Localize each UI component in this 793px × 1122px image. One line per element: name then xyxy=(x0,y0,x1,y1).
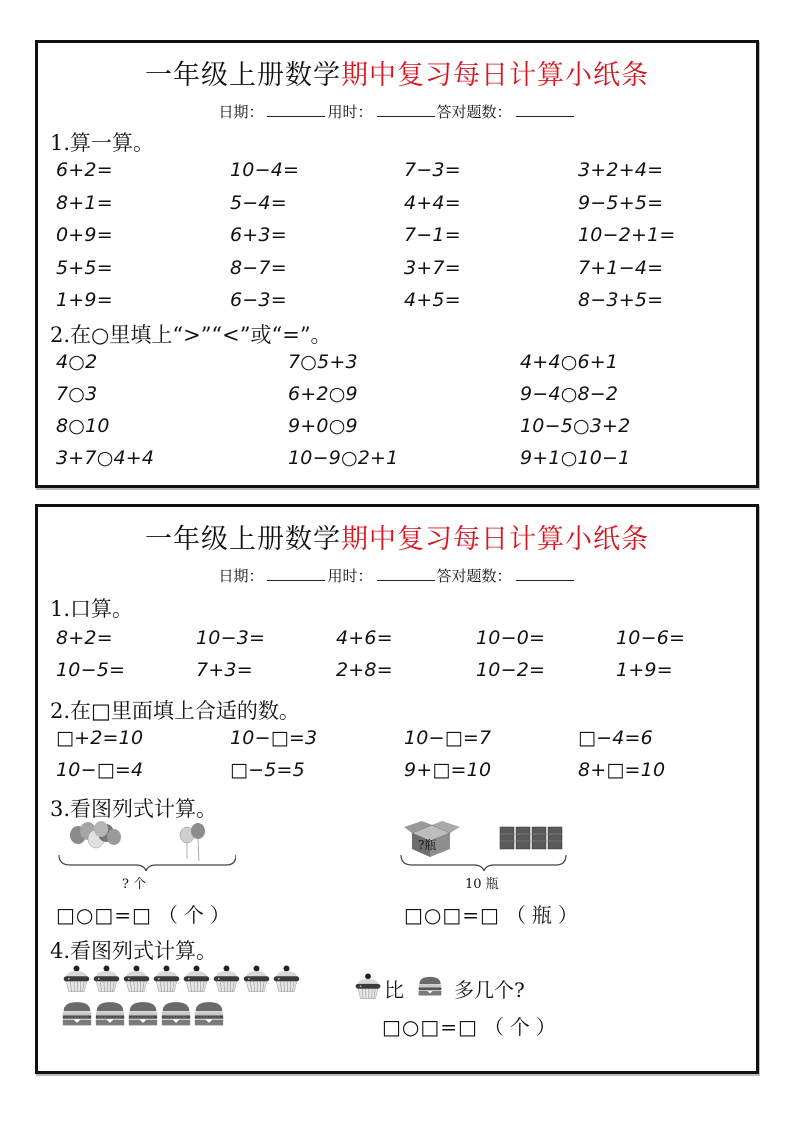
math-problem[interactable]: 9+1○10−1 xyxy=(520,447,631,469)
math-problem[interactable]: 7○5+3 xyxy=(288,351,358,373)
section-2-title: 2.在□里面填上合适的数。 xyxy=(50,699,300,723)
math-problem[interactable]: 1+9= xyxy=(616,659,673,681)
cupcake-icon xyxy=(152,965,181,997)
balloons-brace-label: ? 个 xyxy=(122,877,147,892)
cupcake-row xyxy=(62,965,301,997)
bottles-figure xyxy=(398,821,568,871)
compare-question xyxy=(354,973,525,1004)
section-1-title: 1.口算。 xyxy=(50,597,134,621)
math-problem[interactable]: 2+8= xyxy=(336,659,393,681)
cupcake-icon xyxy=(182,965,211,997)
worksheet-card-2 xyxy=(35,504,759,1074)
cupcake-icon xyxy=(242,965,271,997)
cupcake-icon xyxy=(212,965,241,997)
math-problem[interactable]: 10−6= xyxy=(616,627,686,649)
meta-line xyxy=(38,101,756,122)
compare-answer-line xyxy=(382,1011,562,1040)
compare-mid-text: 比 xyxy=(384,977,404,1002)
burger-row xyxy=(62,1001,224,1031)
balloon-cluster-left-icon xyxy=(70,821,121,848)
bottle-crates-icon xyxy=(500,827,562,849)
title-black-part: 一年级上册数学 xyxy=(145,60,341,91)
bottles-answer-line xyxy=(404,899,584,928)
section-4-title: 4.看图列式计算。 xyxy=(50,939,218,963)
time-label: 用时： xyxy=(327,103,373,121)
math-problem[interactable]: 4+4○6+1 xyxy=(520,351,619,373)
math-problem[interactable]: 9+0○9 xyxy=(288,415,358,437)
score-label: 答对题数： xyxy=(436,567,512,585)
answer-unit: （个） xyxy=(483,1015,562,1039)
math-problem[interactable]: 6−3= xyxy=(230,289,287,311)
math-problem[interactable]: 9−4○8−2 xyxy=(520,383,619,405)
score-label: 答对题数： xyxy=(436,103,512,121)
math-problem[interactable]: □−5=5 xyxy=(230,759,305,781)
math-problem[interactable]: 7−3= xyxy=(404,159,461,181)
math-problem[interactable]: 9+□=10 xyxy=(404,759,492,781)
math-problem[interactable]: 9−5+5= xyxy=(578,191,664,214)
math-problem[interactable]: 10−□=7 xyxy=(404,727,492,749)
cupcake-icon xyxy=(62,965,91,997)
answer-boxes[interactable]: □○□=□ xyxy=(404,903,500,927)
answer-boxes[interactable]: □○□=□ xyxy=(56,903,152,927)
math-problem[interactable]: 10−2+1= xyxy=(578,224,676,246)
compare-end-text: 多几个? xyxy=(454,977,525,1002)
math-problem[interactable]: 10−□=3 xyxy=(230,727,318,749)
math-problem[interactable]: 4+6= xyxy=(336,627,393,649)
time-blank[interactable] xyxy=(377,567,435,581)
math-problem[interactable]: □−4=6 xyxy=(578,727,653,749)
title-red-part: 期中复习每日计算小纸条 xyxy=(341,524,649,555)
time-label: 用时： xyxy=(327,567,373,585)
math-problem[interactable]: 0+9= xyxy=(56,224,113,246)
bottles-brace-label: 10 瓶 xyxy=(465,877,499,892)
math-problem[interactable]: 6+2○9 xyxy=(288,383,358,405)
math-problem[interactable]: 7○3 xyxy=(56,383,98,405)
burger-icon xyxy=(161,1001,191,1031)
math-problem[interactable]: 10−4= xyxy=(230,159,300,181)
math-problem[interactable]: 8○10 xyxy=(56,415,110,437)
brace-icon xyxy=(59,855,236,871)
brace-icon xyxy=(401,855,566,871)
math-problem[interactable]: 1+9= xyxy=(56,289,113,311)
math-problem[interactable]: 8−3+5= xyxy=(578,289,664,311)
svg-text:?瓶: ?瓶 xyxy=(418,838,437,852)
worksheet-title xyxy=(38,517,756,556)
math-problem[interactable]: 8−7= xyxy=(230,256,287,279)
cupcake-icon xyxy=(354,973,382,1004)
math-problem[interactable]: 3+7○4+4 xyxy=(56,447,155,469)
math-problem[interactable]: 3+2+4= xyxy=(578,159,664,181)
math-problem[interactable]: 10−9○2+1 xyxy=(288,447,399,469)
cupcake-icon xyxy=(122,965,151,997)
math-problem[interactable]: 10−2= xyxy=(476,659,546,681)
math-problem[interactable]: 8+□=10 xyxy=(578,759,666,781)
meta-line xyxy=(38,565,756,586)
balloon-pair-right-icon xyxy=(180,823,205,861)
date-blank[interactable] xyxy=(267,103,325,117)
title-red-part: 期中复习每日计算小纸条 xyxy=(341,60,649,91)
math-problem[interactable]: 7+1−4= xyxy=(578,256,664,279)
section-2-title: 2.在○里填上“>”“<”或“=”。 xyxy=(50,323,332,347)
answer-unit: （个） xyxy=(157,903,236,927)
burger-icon xyxy=(418,976,442,1000)
math-problem[interactable]: 6+2= xyxy=(56,159,113,181)
math-problem[interactable]: 5−4= xyxy=(230,191,287,214)
burger-icon xyxy=(194,1001,224,1031)
burger-icon xyxy=(62,1001,92,1031)
math-problem[interactable]: 10−□=4 xyxy=(56,759,144,781)
math-problem[interactable]: 7−1= xyxy=(404,224,461,246)
score-blank[interactable] xyxy=(516,103,574,117)
open-box-icon xyxy=(404,821,460,857)
score-blank[interactable] xyxy=(516,567,574,581)
math-problem[interactable]: 10−3= xyxy=(196,627,266,649)
math-problem[interactable]: 10−5= xyxy=(56,659,126,681)
math-problem[interactable]: 10−5○3+2 xyxy=(520,415,631,437)
math-problem[interactable]: 4+4= xyxy=(404,191,461,214)
cupcake-icon xyxy=(92,965,121,997)
title-black-part: 一年级上册数学 xyxy=(145,524,341,555)
math-problem[interactable]: 3+7= xyxy=(404,256,461,279)
math-problem[interactable]: 8+2= xyxy=(56,627,113,649)
balloons-figure xyxy=(56,821,236,871)
section-1-title: 1.算一算。 xyxy=(50,131,155,155)
math-problem[interactable]: 6+3= xyxy=(230,224,287,246)
cupcake-icon xyxy=(272,965,301,997)
burger-icon xyxy=(128,1001,158,1031)
math-problem[interactable]: 10−0= xyxy=(476,627,546,649)
math-problem[interactable]: □+2=10 xyxy=(56,727,144,749)
burger-icon xyxy=(95,1001,125,1031)
math-problem[interactable]: 5+5= xyxy=(56,256,113,279)
math-problem[interactable]: 8+1= xyxy=(56,191,113,214)
time-blank[interactable] xyxy=(377,103,435,117)
math-problem[interactable]: 4○2 xyxy=(56,351,98,373)
section-3-title: 3.看图列式计算。 xyxy=(50,797,218,821)
date-blank[interactable] xyxy=(267,567,325,581)
worksheet-title xyxy=(38,53,756,92)
math-problem[interactable]: 4+5= xyxy=(404,289,461,311)
date-label: 日期： xyxy=(218,567,264,585)
answer-boxes[interactable]: □○□=□ xyxy=(382,1015,478,1039)
answer-unit: （瓶） xyxy=(505,903,584,927)
math-problem[interactable]: 7+3= xyxy=(196,659,253,681)
worksheet-card-1 xyxy=(35,40,759,488)
date-label: 日期： xyxy=(218,103,264,121)
balloons-answer-line xyxy=(56,899,236,928)
